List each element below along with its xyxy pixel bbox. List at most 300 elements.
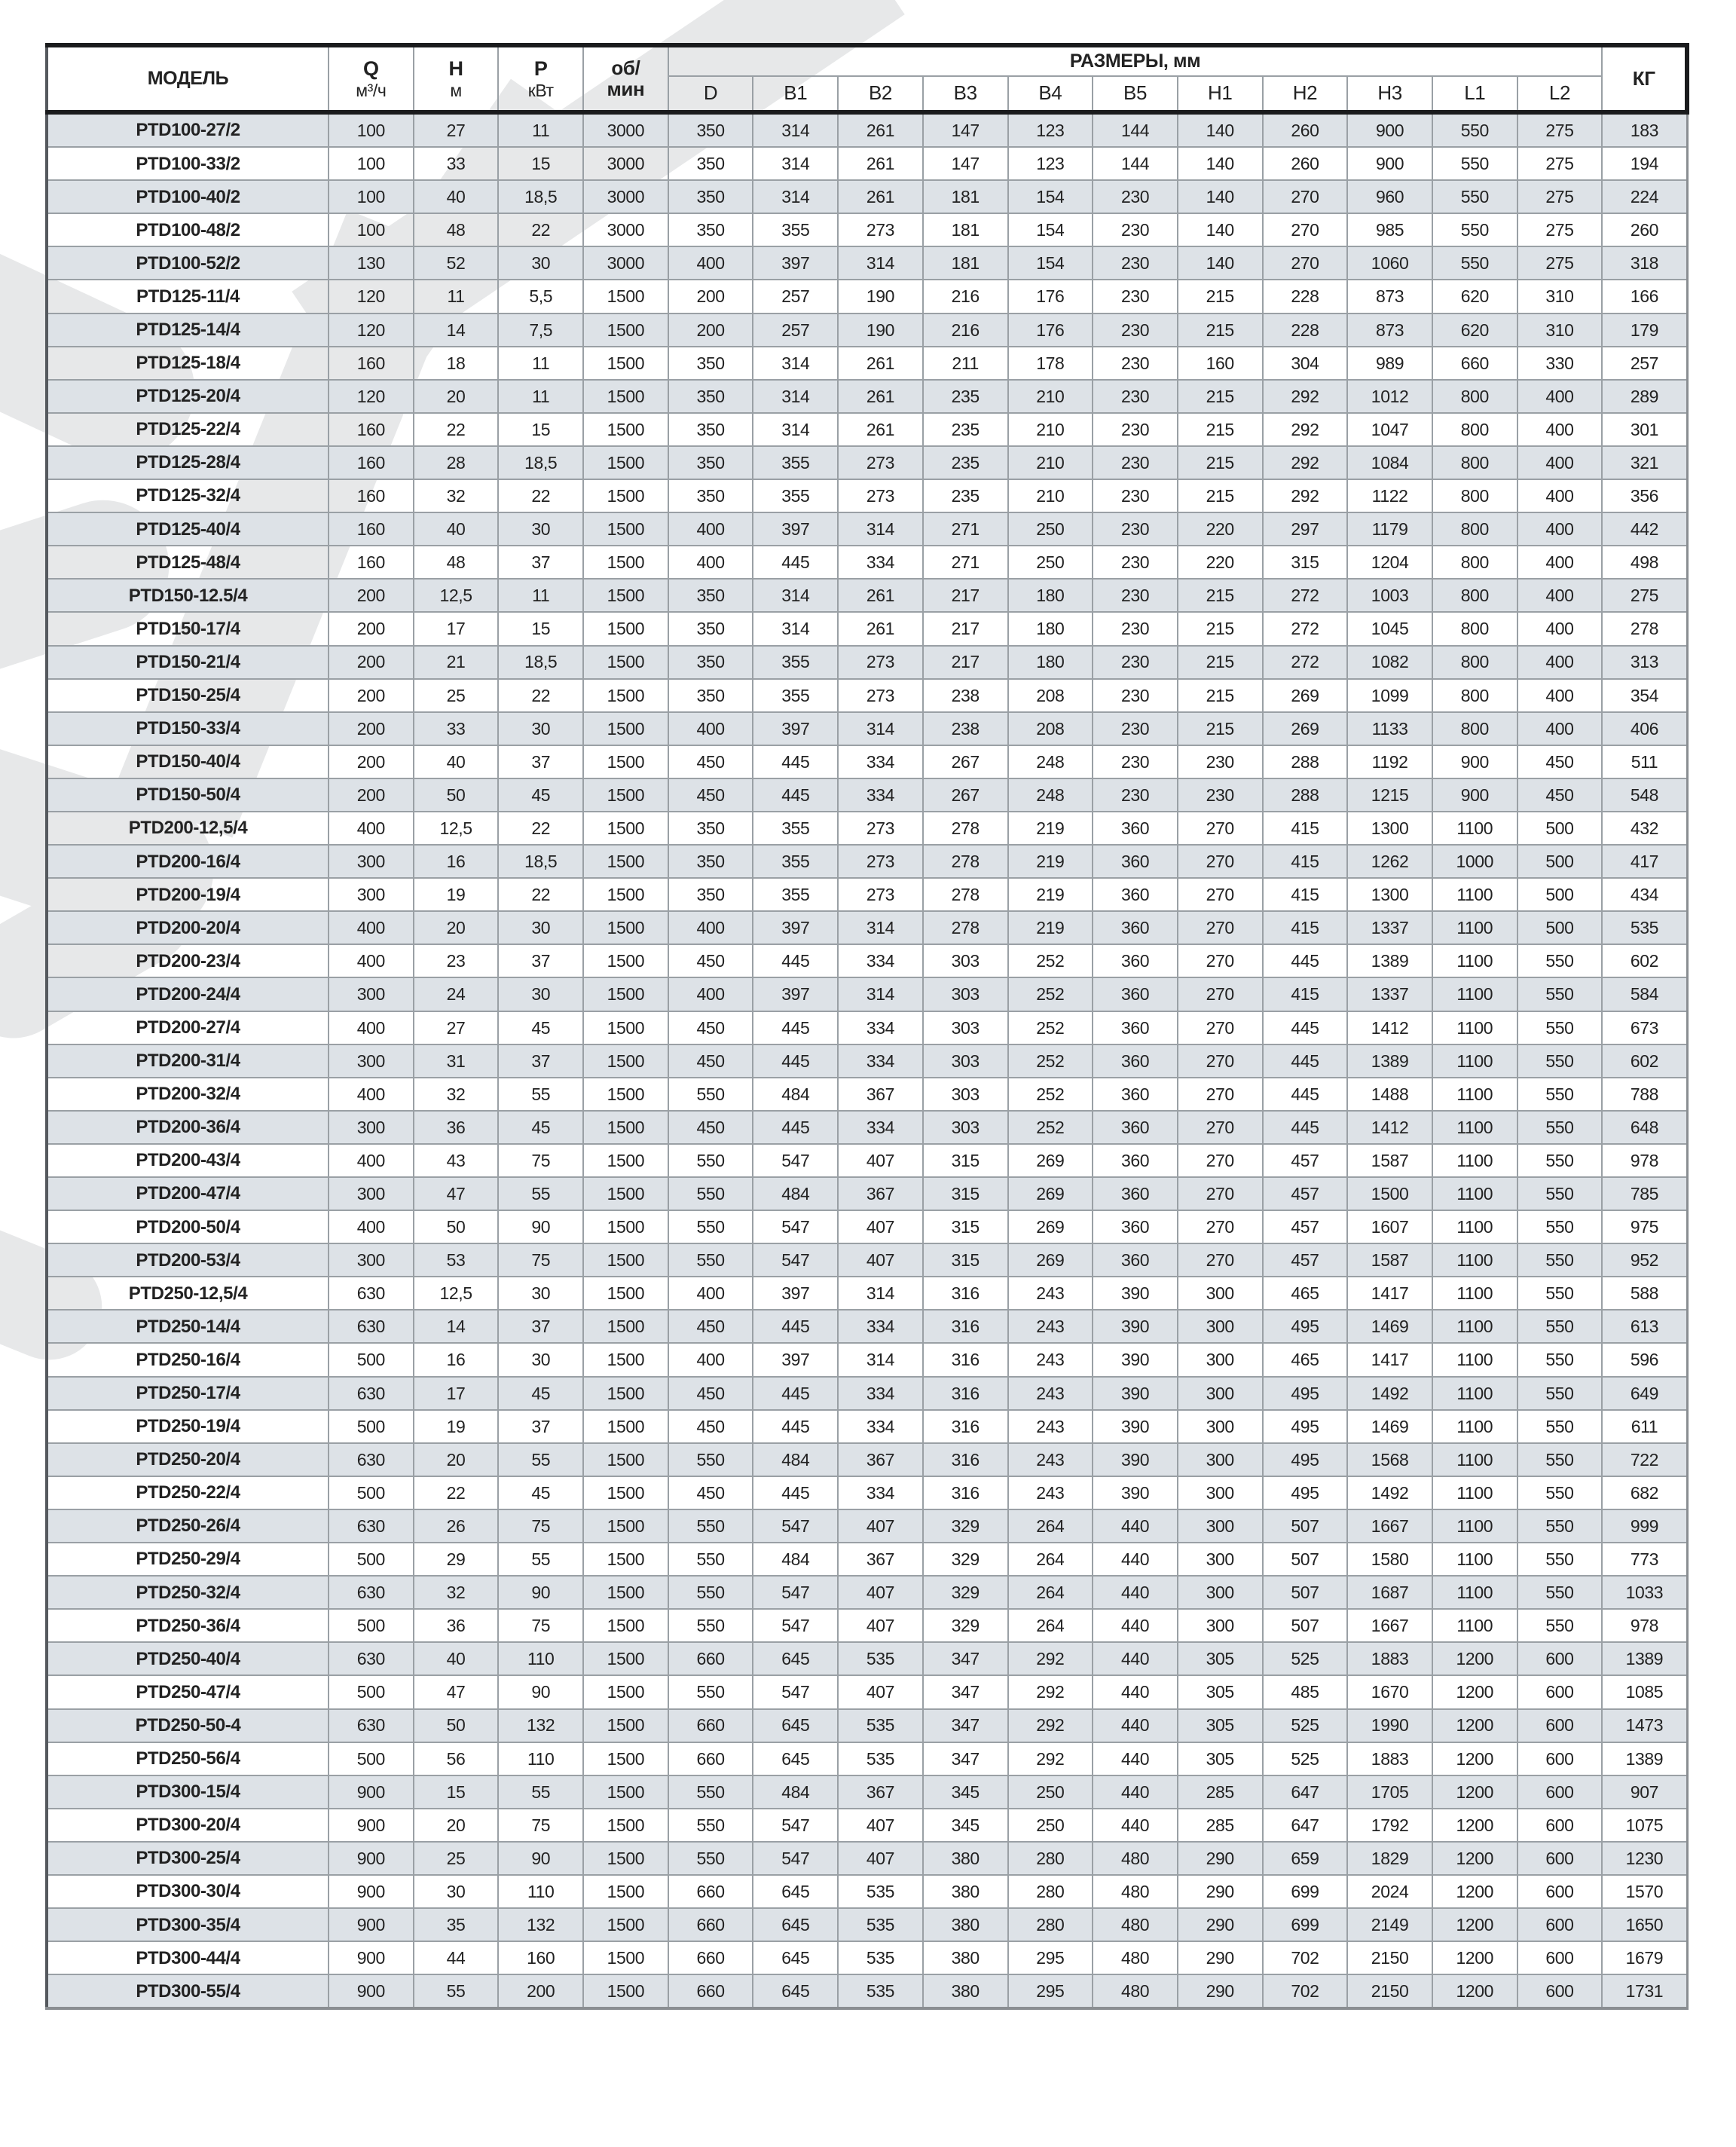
value-cell: 300 (1178, 1310, 1263, 1343)
value-cell: 257 (1602, 347, 1687, 380)
value-cell: 350 (668, 679, 753, 712)
value-cell: 12,5 (414, 812, 499, 845)
value-cell: 45 (498, 1111, 583, 1144)
value-cell: 160 (329, 546, 414, 579)
value-cell: 30 (498, 512, 583, 546)
value-cell: 261 (838, 347, 923, 380)
value-cell: 434 (1602, 878, 1687, 911)
model-cell: PTD300-15/4 (47, 1775, 329, 1809)
value-cell: 1100 (1432, 1377, 1517, 1410)
value-cell: 1200 (1432, 1709, 1517, 1742)
value-cell: 215 (1178, 579, 1263, 612)
value-cell: 303 (923, 1111, 1008, 1144)
value-cell: 176 (1008, 280, 1093, 313)
value-cell: 400 (668, 246, 753, 280)
value-cell: 315 (923, 1144, 1008, 1177)
value-cell: 900 (329, 1941, 414, 1974)
value-cell: 547 (753, 1809, 838, 1842)
value-cell: 15 (414, 1775, 499, 1809)
value-cell: 3000 (583, 213, 668, 246)
value-cell: 1829 (1347, 1842, 1432, 1875)
value-cell: 154 (1008, 246, 1093, 280)
value-cell: 648 (1602, 1111, 1687, 1144)
value-cell: 445 (753, 944, 838, 977)
table-body (47, 112, 1687, 2008)
value-cell: 271 (923, 546, 1008, 579)
value-cell: 495 (1263, 1443, 1348, 1476)
value-cell: 200 (329, 778, 414, 812)
value-cell: 22 (498, 213, 583, 246)
model-cell: PTD250-50-4 (47, 1709, 329, 1742)
value-cell: 1500 (583, 1410, 668, 1443)
value-cell: 55 (498, 1078, 583, 1111)
value-cell: 415 (1263, 911, 1348, 944)
value-cell: 699 (1263, 1908, 1348, 1941)
value-cell: 19 (414, 878, 499, 911)
model-cell: PTD250-40/4 (47, 1642, 329, 1675)
value-cell: 300 (1178, 1576, 1263, 1609)
model-cell: PTD250-19/4 (47, 1410, 329, 1443)
col-header-p (498, 45, 583, 112)
value-cell: 28 (414, 446, 499, 479)
model-cell: PTD200-23/4 (47, 944, 329, 977)
col-header-b3: B3 (923, 76, 1008, 112)
value-cell: 110 (498, 1875, 583, 1908)
value-cell: 230 (1093, 612, 1178, 645)
value-cell: 360 (1093, 977, 1178, 1011)
value-cell: 316 (923, 1343, 1008, 1376)
value-cell: 1082 (1347, 646, 1432, 679)
value-cell: 547 (753, 1144, 838, 1177)
value-cell: 347 (923, 1642, 1008, 1675)
value-cell: 682 (1602, 1476, 1687, 1509)
value-cell: 1500 (583, 612, 668, 645)
table-row (47, 878, 1687, 911)
value-cell: 45 (498, 1476, 583, 1509)
value-cell: 120 (329, 280, 414, 313)
value-cell: 400 (329, 1011, 414, 1044)
value-cell: 535 (1602, 911, 1687, 944)
value-cell: 40 (414, 745, 499, 778)
table-row (47, 413, 1687, 446)
value-cell: 360 (1093, 1078, 1178, 1111)
value-cell: 178 (1008, 347, 1093, 380)
value-cell: 228 (1263, 313, 1348, 347)
value-cell: 300 (329, 1111, 414, 1144)
value-cell: 252 (1008, 1111, 1093, 1144)
value-cell: 75 (498, 1509, 583, 1543)
value-cell: 270 (1178, 1044, 1263, 1078)
value-cell: 1100 (1432, 812, 1517, 845)
value-cell: 270 (1178, 878, 1263, 911)
value-cell: 30 (498, 977, 583, 1011)
value-cell: 11 (498, 112, 583, 147)
table-row (47, 1941, 1687, 1974)
value-cell: 445 (1263, 1111, 1348, 1144)
value-cell: 1100 (1432, 1144, 1517, 1177)
value-cell: 215 (1178, 380, 1263, 413)
value-cell: 550 (1432, 147, 1517, 180)
value-cell: 400 (668, 911, 753, 944)
value-cell: 123 (1008, 147, 1093, 180)
value-cell: 25 (414, 1842, 499, 1875)
value-cell: 278 (923, 812, 1008, 845)
value-cell: 31 (414, 1044, 499, 1078)
table-row (47, 1377, 1687, 1410)
value-cell: 702 (1263, 1974, 1348, 2008)
value-cell: 270 (1178, 1243, 1263, 1277)
value-cell: 334 (838, 778, 923, 812)
value-cell: 1500 (583, 1775, 668, 1809)
model-cell: PTD200-43/4 (47, 1144, 329, 1177)
value-cell: 314 (838, 246, 923, 280)
table-row (47, 778, 1687, 812)
value-cell: 1473 (1602, 1709, 1687, 1742)
value-cell: 1100 (1432, 1476, 1517, 1509)
value-cell: 280 (1008, 1908, 1093, 1941)
value-cell: 1337 (1347, 977, 1432, 1011)
value-cell: 1200 (1432, 1908, 1517, 1941)
value-cell: 250 (1008, 546, 1093, 579)
value-cell: 183 (1602, 112, 1687, 147)
value-cell: 1500 (583, 1277, 668, 1310)
table-row (47, 180, 1687, 213)
value-cell: 285 (1178, 1775, 1263, 1809)
value-cell: 300 (1178, 1277, 1263, 1310)
model-cell: PTD250-12,5/4 (47, 1277, 329, 1310)
value-cell: 273 (838, 479, 923, 512)
value-cell: 600 (1517, 1775, 1603, 1809)
value-cell: 334 (838, 1011, 923, 1044)
value-cell: 132 (498, 1709, 583, 1742)
value-cell: 360 (1093, 1111, 1178, 1144)
value-cell: 788 (1602, 1078, 1687, 1111)
value-cell: 440 (1093, 1642, 1178, 1675)
value-cell: 270 (1178, 845, 1263, 878)
value-cell: 350 (668, 579, 753, 612)
value-cell: 350 (668, 147, 753, 180)
value-cell: 647 (1263, 1809, 1348, 1842)
value-cell: 11 (414, 280, 499, 313)
value-cell: 360 (1093, 1177, 1178, 1210)
value-cell: 1500 (583, 1144, 668, 1177)
value-cell: 800 (1432, 712, 1517, 745)
value-cell: 1500 (583, 1543, 668, 1576)
value-cell: 230 (1093, 213, 1178, 246)
value-cell: 630 (329, 1576, 414, 1609)
value-cell: 55 (498, 1177, 583, 1210)
value-cell: 243 (1008, 1377, 1093, 1410)
value-cell: 415 (1263, 812, 1348, 845)
value-cell: 270 (1178, 1177, 1263, 1210)
value-cell: 1500 (583, 479, 668, 512)
value-cell: 272 (1263, 612, 1348, 645)
table-row (47, 246, 1687, 280)
table-row (47, 1177, 1687, 1210)
value-cell: 295 (1008, 1941, 1093, 1974)
col-header-b2: B2 (838, 76, 923, 112)
model-cell: PTD200-32/4 (47, 1078, 329, 1111)
value-cell: 1500 (583, 579, 668, 612)
value-cell: 600 (1517, 1941, 1603, 1974)
value-cell: 1045 (1347, 612, 1432, 645)
value-cell: 211 (923, 347, 1008, 380)
value-cell: 18,5 (498, 446, 583, 479)
value-cell: 355 (753, 479, 838, 512)
h-symbol: H (448, 57, 463, 80)
value-cell: 400 (668, 512, 753, 546)
value-cell: 480 (1093, 1842, 1178, 1875)
value-cell: 350 (668, 180, 753, 213)
value-cell: 999 (1602, 1509, 1687, 1543)
value-cell: 1587 (1347, 1144, 1432, 1177)
value-cell: 1003 (1347, 579, 1432, 612)
value-cell: 360 (1093, 1144, 1178, 1177)
value-cell: 300 (329, 977, 414, 1011)
value-cell: 548 (1602, 778, 1687, 812)
value-cell: 230 (1093, 380, 1178, 413)
value-cell: 550 (1517, 977, 1603, 1011)
value-cell: 219 (1008, 878, 1093, 911)
value-cell: 360 (1093, 878, 1178, 911)
value-cell: 314 (838, 512, 923, 546)
value-cell: 30 (498, 1343, 583, 1376)
table-row (47, 1277, 1687, 1310)
value-cell: 278 (1602, 612, 1687, 645)
value-cell: 1200 (1432, 1809, 1517, 1842)
value-cell: 800 (1432, 546, 1517, 579)
value-cell: 15 (498, 147, 583, 180)
value-cell: 507 (1263, 1576, 1348, 1609)
value-cell: 450 (668, 1044, 753, 1078)
value-cell: 440 (1093, 1609, 1178, 1642)
col-header-h2: H2 (1263, 76, 1348, 112)
value-cell: 355 (753, 845, 838, 878)
value-cell: 1100 (1432, 1243, 1517, 1277)
value-cell: 315 (923, 1210, 1008, 1243)
value-cell: 450 (668, 778, 753, 812)
value-cell: 1500 (583, 812, 668, 845)
value-cell: 450 (668, 1410, 753, 1443)
value-cell: 230 (1093, 479, 1178, 512)
value-cell: 500 (1517, 878, 1603, 911)
value-cell: 230 (1093, 180, 1178, 213)
value-cell: 457 (1263, 1144, 1348, 1177)
value-cell: 194 (1602, 147, 1687, 180)
value-cell: 600 (1517, 1908, 1603, 1941)
value-cell: 285 (1178, 1809, 1263, 1842)
value-cell: 445 (753, 1476, 838, 1509)
table-row (47, 313, 1687, 347)
value-cell: 1667 (1347, 1509, 1432, 1543)
value-cell: 484 (753, 1078, 838, 1111)
value-cell: 1389 (1347, 1044, 1432, 1078)
value-cell: 55 (498, 1543, 583, 1576)
model-cell: PTD200-53/4 (47, 1243, 329, 1277)
table-row (47, 911, 1687, 944)
table-row (47, 1675, 1687, 1708)
value-cell: 400 (329, 1144, 414, 1177)
value-cell: 230 (1178, 745, 1263, 778)
value-cell: 450 (1517, 745, 1603, 778)
h-unit: м (450, 81, 462, 101)
value-cell: 257 (753, 280, 838, 313)
col-header-kg: КГ (1602, 45, 1687, 112)
value-cell: 356 (1602, 479, 1687, 512)
value-cell: 367 (838, 1775, 923, 1809)
model-cell: PTD125-28/4 (47, 446, 329, 479)
value-cell: 22 (498, 812, 583, 845)
value-cell: 179 (1602, 313, 1687, 347)
value-cell: 630 (329, 1642, 414, 1675)
value-cell: 1500 (583, 1576, 668, 1609)
value-cell: 550 (1432, 246, 1517, 280)
value-cell: 29 (414, 1543, 499, 1576)
value-cell: 400 (1517, 612, 1603, 645)
value-cell: 288 (1263, 778, 1348, 812)
value-cell: 180 (1008, 612, 1093, 645)
value-cell: 350 (668, 479, 753, 512)
value-cell: 248 (1008, 745, 1093, 778)
value-cell: 367 (838, 1443, 923, 1476)
value-cell: 3000 (583, 180, 668, 213)
value-cell: 1667 (1347, 1609, 1432, 1642)
value-cell: 269 (1008, 1177, 1093, 1210)
model-cell: PTD300-35/4 (47, 1908, 329, 1941)
value-cell: 269 (1008, 1210, 1093, 1243)
value-cell: 1100 (1432, 944, 1517, 977)
value-cell: 495 (1263, 1476, 1348, 1509)
value-cell: 55 (498, 1443, 583, 1476)
value-cell: 440 (1093, 1742, 1178, 1775)
value-cell: 547 (753, 1210, 838, 1243)
value-cell: 45 (498, 778, 583, 812)
value-cell: 1389 (1602, 1742, 1687, 1775)
value-cell: 507 (1263, 1609, 1348, 1642)
value-cell: 250 (1008, 1775, 1093, 1809)
value-cell: 355 (753, 878, 838, 911)
value-cell: 450 (668, 1476, 753, 1509)
value-cell: 32 (414, 479, 499, 512)
value-cell: 292 (1008, 1642, 1093, 1675)
value-cell: 32 (414, 1576, 499, 1609)
value-cell: 347 (923, 1675, 1008, 1708)
value-cell: 238 (923, 679, 1008, 712)
value-cell: 334 (838, 546, 923, 579)
value-cell: 140 (1178, 180, 1263, 213)
value-cell: 978 (1602, 1609, 1687, 1642)
table-row (47, 1210, 1687, 1243)
value-cell: 315 (1263, 546, 1348, 579)
value-cell: 397 (753, 977, 838, 1011)
value-cell: 645 (753, 1642, 838, 1675)
value-cell: 355 (753, 812, 838, 845)
value-cell: 305 (1178, 1742, 1263, 1775)
value-cell: 334 (838, 944, 923, 977)
value-cell: 275 (1517, 147, 1603, 180)
col-header-l2: L2 (1517, 76, 1603, 112)
value-cell: 200 (329, 745, 414, 778)
value-cell: 1731 (1602, 1974, 1687, 2008)
value-cell: 200 (329, 679, 414, 712)
value-cell: 300 (329, 1044, 414, 1078)
value-cell: 1500 (583, 712, 668, 745)
value-cell: 550 (1517, 1243, 1603, 1277)
value-cell: 600 (1517, 1642, 1603, 1675)
value-cell: 30 (498, 911, 583, 944)
value-cell: 269 (1263, 712, 1348, 745)
value-cell: 261 (838, 579, 923, 612)
value-cell: 1084 (1347, 446, 1432, 479)
value-cell: 40 (414, 1642, 499, 1675)
table-row (47, 1576, 1687, 1609)
value-cell: 200 (668, 313, 753, 347)
value-cell: 18 (414, 347, 499, 380)
value-cell: 329 (923, 1576, 1008, 1609)
value-cell: 415 (1263, 977, 1348, 1011)
table-row (47, 646, 1687, 679)
value-cell: 397 (753, 512, 838, 546)
value-cell: 400 (1517, 646, 1603, 679)
value-cell: 22 (414, 413, 499, 446)
value-cell: 75 (498, 1609, 583, 1642)
value-cell: 660 (668, 1974, 753, 2008)
value-cell: 500 (329, 1675, 414, 1708)
value-cell: 350 (668, 347, 753, 380)
value-cell: 1500 (583, 1974, 668, 2008)
value-cell: 11 (498, 579, 583, 612)
value-cell: 44 (414, 1941, 499, 1974)
value-cell: 611 (1602, 1410, 1687, 1443)
value-cell: 318 (1602, 246, 1687, 280)
value-cell: 292 (1008, 1742, 1093, 1775)
value-cell: 300 (1178, 1476, 1263, 1509)
value-cell: 450 (668, 1011, 753, 1044)
value-cell: 1100 (1432, 878, 1517, 911)
value-cell: 22 (498, 679, 583, 712)
value-cell: 272 (1263, 646, 1348, 679)
value-cell: 406 (1602, 712, 1687, 745)
value-cell: 380 (923, 1875, 1008, 1908)
value-cell: 602 (1602, 1044, 1687, 1078)
value-cell: 380 (923, 1842, 1008, 1875)
value-cell: 278 (923, 845, 1008, 878)
value-cell: 550 (1517, 1509, 1603, 1543)
value-cell: 217 (923, 612, 1008, 645)
value-cell: 21 (414, 646, 499, 679)
value-cell: 1300 (1347, 812, 1432, 845)
table-row (47, 1410, 1687, 1443)
value-cell: 1469 (1347, 1310, 1432, 1343)
value-cell: 215 (1178, 479, 1263, 512)
value-cell: 270 (1263, 213, 1348, 246)
model-cell: PTD125-32/4 (47, 479, 329, 512)
value-cell: 252 (1008, 1044, 1093, 1078)
value-cell: 484 (753, 1177, 838, 1210)
value-cell: 440 (1093, 1675, 1178, 1708)
value-cell: 33 (414, 712, 499, 745)
value-cell: 19 (414, 1410, 499, 1443)
value-cell: 535 (838, 1709, 923, 1742)
value-cell: 37 (498, 1410, 583, 1443)
value-cell: 907 (1602, 1775, 1687, 1809)
value-cell: 313 (1602, 646, 1687, 679)
value-cell: 290 (1178, 1974, 1263, 2008)
value-cell: 217 (923, 579, 1008, 612)
value-cell: 596 (1602, 1343, 1687, 1376)
value-cell: 269 (1263, 679, 1348, 712)
value-cell: 355 (753, 679, 838, 712)
